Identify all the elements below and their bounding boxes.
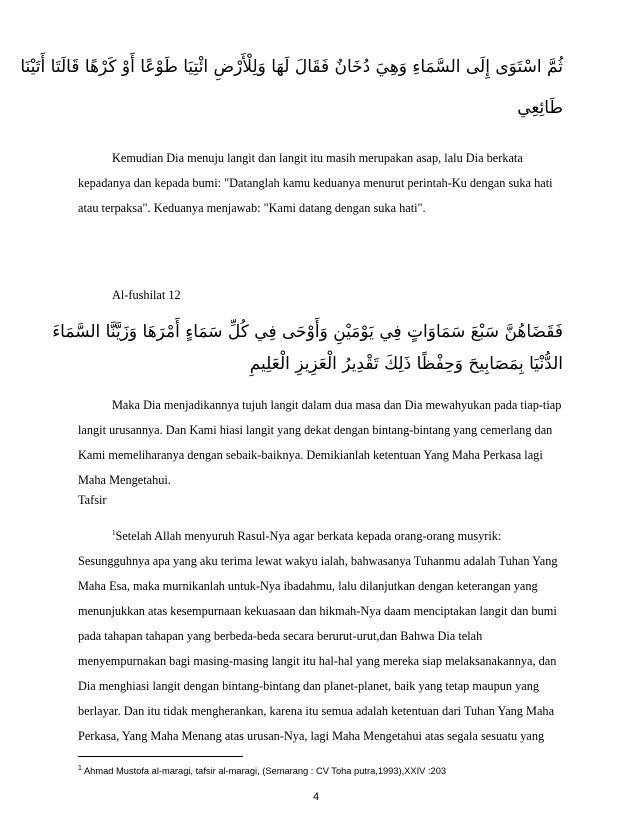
footnote-reference[interactable]: 1: [112, 528, 116, 537]
footnote-divider: [78, 756, 243, 757]
verse2-translation: Maka Dia menjadikannya tujuh langit dalam dua masa dan Dia mewahyukan pada tiap-tiap langit urusannya. Dan Kami hiasi langit yang dekat dengan bintang-bintang yang cemerlang dan Kami memeliharanya dengan sebaik-baiknya. Demikianlah ketentuan Yang Maha Perkasa lagi Maha Mengetahui.: [78, 398, 562, 487]
verse2-arabic-line2: الدُّنْيَا بِمَصَابِيحَ وَحِفْظًا ذَلِكَ تَقْدِيرُ الْعَزِيزِ الْعَلِيمِ: [249, 354, 563, 374]
verse1-translation: Kemudian Dia menuju langit dan langit itu masih merupakan asap, lalu Dia berkata kepadanya dan kepada bumi: "Datanglah kamu keduanya menurut perintah-Ku dengan suka hati atau terpaksa". Keduanya menjawab: "Kami datang dengan suka hati".: [78, 151, 553, 215]
verse2-label: Al-fushilat 12: [112, 288, 181, 302]
tafsir-body-text: Setelah Allah menyuruh Rasul-Nya agar berkata kepada orang-orang musyrik: Sesungguhnya apa yang aku terima lewat wakyu ialah, bahwasanya Tuhanmu adalah Tuhan Yang Maha Esa, maka murnikanlah untuk-Nya ibadahmu, lalu dilanjutkan dengan keterangan yang menunjukkan atas kesempurnaan kekuasaan dan hikmah-Nya daam menciptakan langit dan bumi pada tahapan tahapan yang berbeda-beda secara berurut-urut,dan Bahwa Dia telah menyempurnakan bagi masing-masing langit itu hal-hal yang mereka siap melaksanakannya, dan Dia menghiasi langit dengan bintang-bintang dan planet-planet, baik yang tetap maupun yang berlayar. Dan itu tidak mengherankan, karena itu semua adalah ketentuan dari Tuhan Yang Maha Perkasa, Yang Maha Menang atas urusan-Nya, lagi Maha Mengetahui atas segala sesuatu yang: [78, 529, 558, 743]
footnote-text: Ahmad Mustofa al-maragi, tafsir al-maragi, (Semarang : CV Toha putra,1993),XXIV :203: [83, 766, 447, 776]
verse2-arabic-line1: فَقَضَاهُنَّ سَبْعَ سَمَاوَاتٍ فِي يَوْمَيْنِ وَأَوْحَى فِي كُلِّ سَمَاءٍ أَمْرَهَا وَزَيَّنَّا السَّمَاءَ: [52, 322, 563, 342]
tafsir-heading: Tafsir: [78, 493, 107, 507]
verse1-arabic-line1: ثُمَّ اسْتَوَى إِلَى السَّمَاءِ وَهِيَ دُخَانٌ فَقَالَ لَهَا وَلِلْأَرْضِ ائْتِيَا طَوْعًا أَوْ كَرْهًا قَالَتَا أَتَيْنَا: [20, 57, 563, 77]
footnote-number: 1: [78, 764, 82, 772]
tafsir-body: [78, 524, 568, 749]
page-number: 4: [313, 791, 320, 803]
verse1-arabic-line2: طَائِعِي: [517, 98, 563, 118]
footnote: [78, 766, 446, 776]
